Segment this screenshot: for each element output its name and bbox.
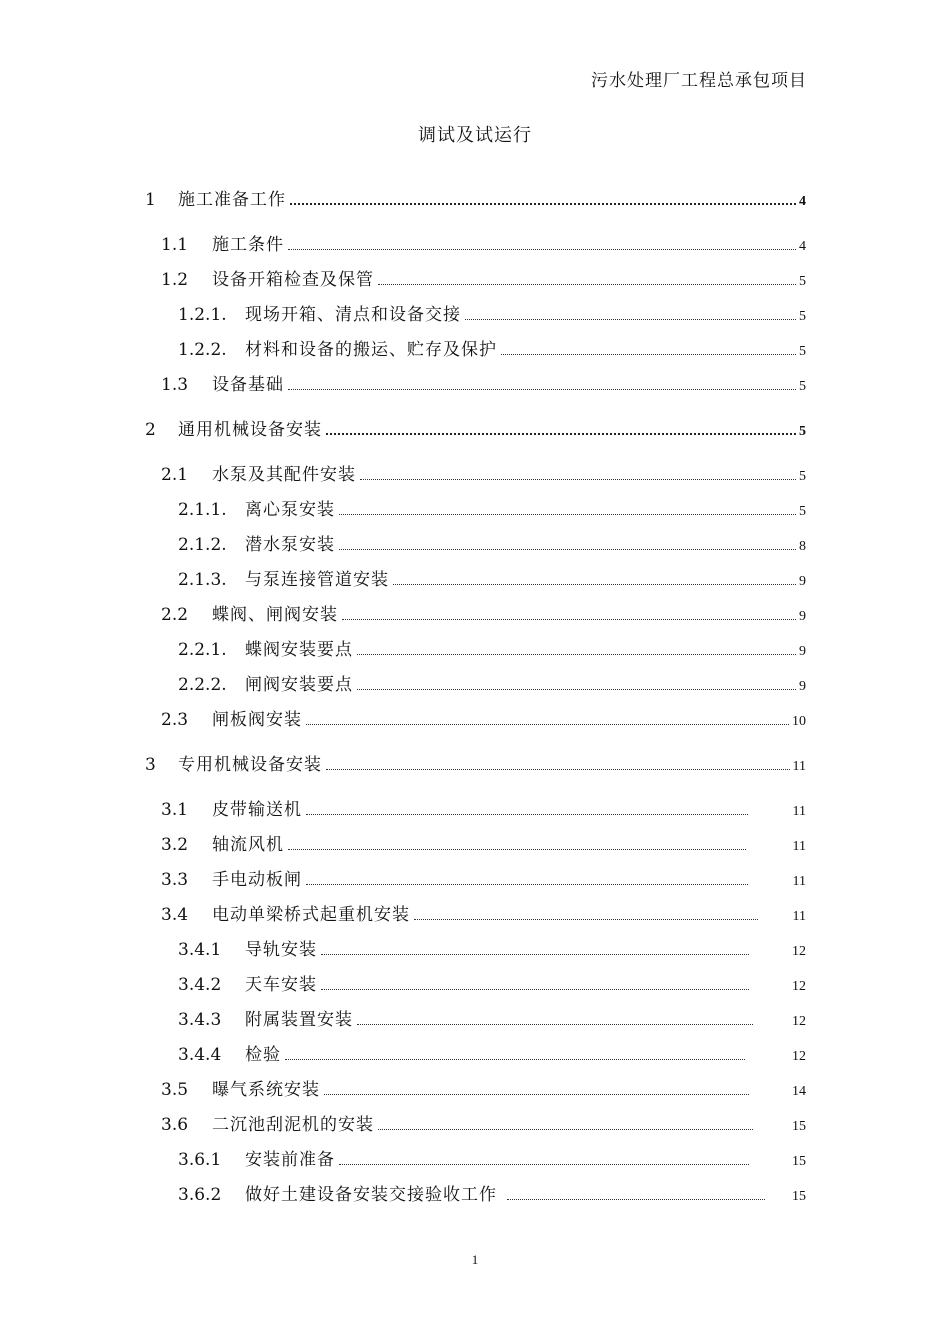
toc-entry-page: 5 bbox=[799, 379, 806, 394]
toc-entry-label: 材料和设备的搬运、贮存及保护 bbox=[245, 340, 497, 360]
toc-entry-number: 2.2.2. bbox=[178, 675, 227, 695]
dot-leader bbox=[306, 723, 789, 725]
toc-entry[interactable] bbox=[178, 671, 806, 695]
dot-leader bbox=[321, 953, 749, 955]
toc-entry-number: 3.6.2 bbox=[178, 1185, 222, 1205]
toc-entry-label: 附属装置安装 bbox=[245, 1010, 353, 1030]
dot-leader bbox=[288, 388, 796, 390]
toc-entry-number: 2.2 bbox=[161, 605, 189, 625]
toc-entry[interactable] bbox=[178, 531, 806, 555]
toc-entry-page: 5 bbox=[799, 504, 806, 519]
toc-entry-number: 3 bbox=[145, 755, 156, 775]
dot-leader bbox=[357, 688, 796, 690]
toc-entry-page: 4 bbox=[799, 194, 806, 209]
dot-leader bbox=[357, 1023, 753, 1025]
toc-entry[interactable] bbox=[161, 266, 806, 290]
toc-entry-label: 二沉池刮泥机的安装 bbox=[212, 1115, 374, 1135]
dot-leader bbox=[288, 848, 746, 850]
toc-entry-page: 12 bbox=[792, 1049, 806, 1064]
dot-leader bbox=[285, 1058, 745, 1060]
toc-entry-label: 水泵及其配件安装 bbox=[212, 465, 356, 485]
dot-leader bbox=[326, 768, 790, 770]
toc-entry-number: 2.1.1. bbox=[178, 500, 227, 520]
toc-entry[interactable] bbox=[161, 371, 806, 395]
toc-entry-page: 9 bbox=[799, 609, 806, 624]
toc-entry[interactable] bbox=[178, 496, 806, 520]
toc-entry[interactable] bbox=[145, 186, 806, 210]
toc-entry-page: 15 bbox=[792, 1189, 806, 1204]
toc-entry[interactable] bbox=[145, 416, 806, 440]
toc-entry[interactable] bbox=[161, 231, 806, 255]
toc-entry-number: 1.1 bbox=[161, 235, 189, 255]
toc-entry-number: 3.5 bbox=[161, 1080, 189, 1100]
toc-entry-label: 专用机械设备安装 bbox=[178, 755, 322, 775]
toc-entry[interactable] bbox=[161, 601, 806, 625]
toc-entry[interactable] bbox=[161, 706, 806, 730]
dot-leader bbox=[507, 1198, 765, 1200]
toc-entry-number: 1 bbox=[145, 190, 156, 210]
toc-entry-number: 3.6 bbox=[161, 1115, 189, 1135]
toc-entry-page: 5 bbox=[799, 424, 806, 439]
toc-entry-label: 离心泵安装 bbox=[245, 500, 335, 520]
toc-entry-page: 11 bbox=[792, 759, 806, 774]
toc-entry-number: 3.1 bbox=[161, 800, 189, 820]
toc-entry-page: 9 bbox=[799, 644, 806, 659]
dot-leader bbox=[501, 353, 796, 355]
toc-entry-label: 施工条件 bbox=[212, 235, 284, 255]
toc-entry-page: 5 bbox=[799, 469, 806, 484]
toc-entry[interactable] bbox=[161, 866, 806, 890]
toc-entry[interactable] bbox=[178, 1006, 806, 1030]
running-header: 污水处理厂工程总承包项目 bbox=[591, 71, 807, 91]
toc-entry-page: 11 bbox=[792, 804, 806, 819]
toc-entry-label: 现场开箱、清点和设备交接 bbox=[245, 305, 461, 325]
toc-entry[interactable] bbox=[178, 336, 806, 360]
toc-entry-label: 通用机械设备安装 bbox=[178, 420, 322, 440]
dot-leader bbox=[393, 583, 796, 585]
toc-entry[interactable] bbox=[178, 1146, 806, 1170]
toc-entry[interactable] bbox=[161, 1076, 806, 1100]
toc-entry-label: 蝶阀、闸阀安装 bbox=[212, 605, 338, 625]
toc-entry-number: 3.6.1 bbox=[178, 1150, 222, 1170]
toc-entry-page: 11 bbox=[792, 839, 806, 854]
dot-leader bbox=[288, 248, 796, 250]
toc-entry-page: 5 bbox=[799, 274, 806, 289]
toc-entry-number: 3.4.2 bbox=[178, 975, 222, 995]
dot-leader bbox=[306, 883, 748, 885]
toc-entry-number: 3.4.4 bbox=[178, 1045, 222, 1065]
toc-entry-number: 1.2.1. bbox=[178, 305, 227, 325]
toc-entry[interactable] bbox=[178, 566, 806, 590]
toc-entry-page: 8 bbox=[799, 539, 806, 554]
toc-entry-label: 皮带输送机 bbox=[212, 800, 302, 820]
dot-leader bbox=[378, 1128, 753, 1130]
toc-entry[interactable] bbox=[178, 971, 806, 995]
toc-entry-number: 1.2 bbox=[161, 270, 189, 290]
toc-entry-label: 蝶阀安装要点 bbox=[245, 640, 353, 660]
toc-entry-page: 11 bbox=[792, 874, 806, 889]
toc-entry-label: 手电动板闸 bbox=[212, 870, 302, 890]
toc-entry-label: 天车安装 bbox=[245, 975, 317, 995]
dot-leader bbox=[324, 1093, 749, 1095]
toc-entry-number: 2.3 bbox=[161, 710, 189, 730]
toc-entry[interactable] bbox=[161, 461, 806, 485]
toc-entry-label: 设备基础 bbox=[212, 375, 284, 395]
dot-leader bbox=[306, 813, 748, 815]
toc-entry-label: 检验 bbox=[245, 1045, 281, 1065]
toc-entry-page: 10 bbox=[792, 714, 806, 729]
toc-entry-label: 施工准备工作 bbox=[178, 190, 286, 210]
toc-entry-number: 3.4 bbox=[161, 905, 189, 925]
document-title: 调试及试运行 bbox=[418, 125, 532, 146]
dot-leader bbox=[360, 478, 796, 480]
toc-entry-page: 5 bbox=[799, 344, 806, 359]
toc-entry[interactable] bbox=[161, 1111, 806, 1135]
toc-entry-label: 潜水泵安装 bbox=[245, 535, 335, 555]
toc-entry-number: 3.4.3 bbox=[178, 1010, 222, 1030]
toc-entry-page: 9 bbox=[799, 679, 806, 694]
toc-entry-number: 2.1 bbox=[161, 465, 189, 485]
toc-entry[interactable] bbox=[161, 901, 806, 925]
toc-entry-label: 导轨安装 bbox=[245, 940, 317, 960]
toc-entry-label: 曝气系统安装 bbox=[212, 1080, 320, 1100]
dot-leader bbox=[465, 318, 796, 320]
toc-entry-page: 5 bbox=[799, 309, 806, 324]
dot-leader bbox=[414, 918, 758, 920]
toc-entry-number: 2.2.1. bbox=[178, 640, 227, 660]
dot-leader bbox=[339, 1163, 749, 1165]
toc-entry-page: 15 bbox=[792, 1119, 806, 1134]
toc-entry-page: 12 bbox=[792, 1014, 806, 1029]
toc-entry-number: 3.3 bbox=[161, 870, 189, 890]
toc-entry-page: 12 bbox=[792, 979, 806, 994]
dot-leader bbox=[357, 653, 796, 655]
toc-entry-number: 1.3 bbox=[161, 375, 189, 395]
toc-entry-page: 11 bbox=[792, 909, 806, 924]
toc-entry-page: 12 bbox=[792, 944, 806, 959]
toc-entry[interactable] bbox=[178, 301, 806, 325]
toc-entry-label: 安装前准备 bbox=[245, 1150, 335, 1170]
toc-entry-number: 2 bbox=[145, 420, 156, 440]
toc-entry[interactable] bbox=[161, 796, 806, 820]
toc-entry-number: 1.2.2. bbox=[178, 340, 227, 360]
toc-entry[interactable] bbox=[178, 636, 806, 660]
dot-leader bbox=[342, 618, 796, 620]
toc-entry-label: 闸板阀安装 bbox=[212, 710, 302, 730]
toc-entry-page: 14 bbox=[792, 1084, 806, 1099]
dot-leader bbox=[339, 513, 796, 515]
toc-entry-label: 轴流风机 bbox=[212, 835, 284, 855]
toc-entry-label: 设备开箱检查及保管 bbox=[212, 270, 374, 290]
toc-entry[interactable] bbox=[161, 831, 806, 855]
toc-entry[interactable] bbox=[178, 1041, 806, 1065]
toc-entry-page: 9 bbox=[799, 574, 806, 589]
toc-entry[interactable] bbox=[178, 936, 806, 960]
dot-leader bbox=[326, 432, 796, 435]
toc-entry-number: 3.2 bbox=[161, 835, 189, 855]
toc-entry-number: 2.1.2. bbox=[178, 535, 227, 555]
toc-entry-label: 电动单梁桥式起重机安装 bbox=[212, 905, 410, 925]
toc-entry-page: 15 bbox=[792, 1154, 806, 1169]
toc-entry-label: 与泵连接管道安装 bbox=[245, 570, 389, 590]
toc-entry[interactable] bbox=[178, 1181, 806, 1205]
toc-entry-label: 做好土建设备安装交接验收工作 bbox=[245, 1185, 497, 1205]
toc-entry[interactable] bbox=[145, 751, 806, 775]
toc-entry-page: 4 bbox=[799, 239, 806, 254]
toc-entry-number: 3.4.1 bbox=[178, 940, 222, 960]
dot-leader bbox=[339, 548, 796, 550]
page-number: 1 bbox=[471, 1252, 479, 1267]
dot-leader bbox=[321, 988, 749, 990]
toc-entry-number: 2.1.3. bbox=[178, 570, 227, 590]
toc-entry-label: 闸阀安装要点 bbox=[245, 675, 353, 695]
dot-leader bbox=[378, 283, 796, 285]
dot-leader bbox=[290, 202, 796, 205]
